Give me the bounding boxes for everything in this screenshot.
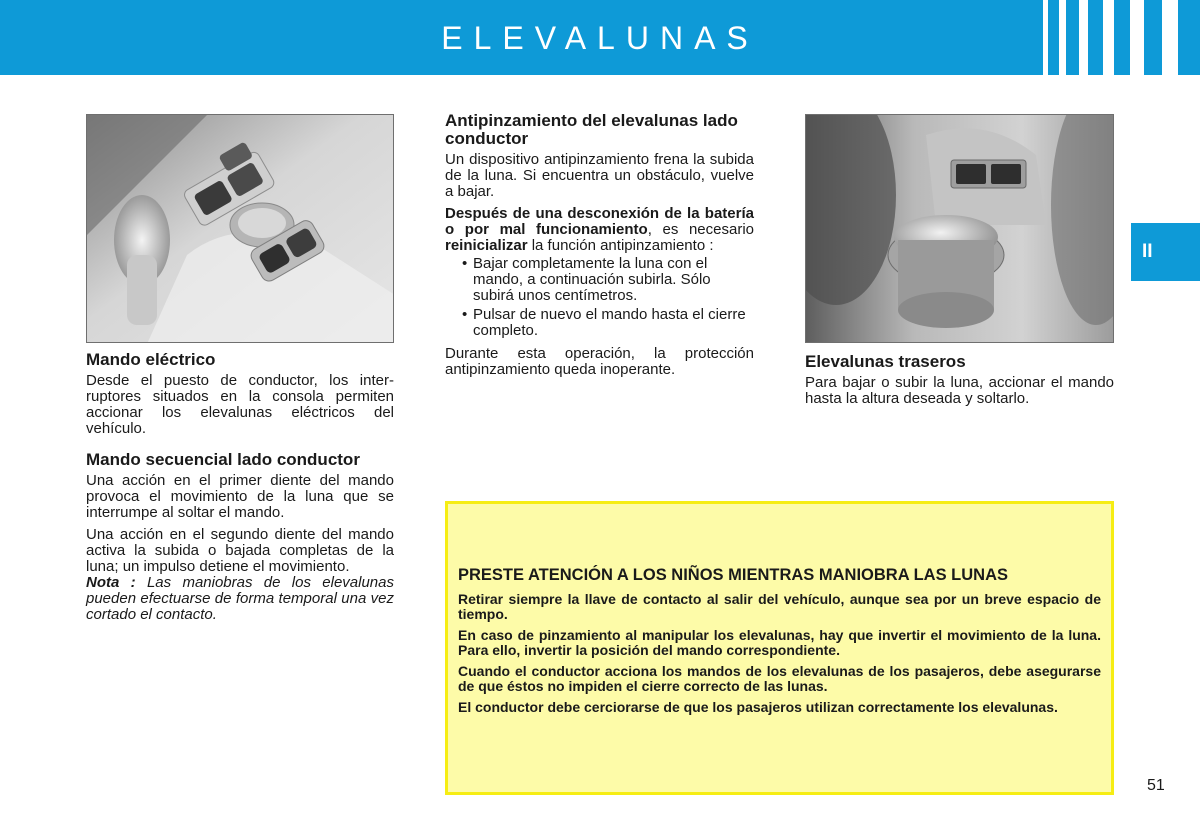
p2-middle-text: , es necesario <box>647 221 754 238</box>
right-column <box>805 114 1114 407</box>
warning-paragraph: En caso de pinzamiento al manipular los elevalunas, hay que invertir el movimiento de la luna. Para ello, invertir la posición del mando correspondiente. <box>458 627 1101 658</box>
antipinzamiento-p1: Un dispositivo antipinzamiento frena la subida de la luna. Si encuentra un obstáculo, vuelve a bajar. <box>445 151 754 200</box>
elevalunas-traseros-paragraph: Para bajar o subir la luna, accionar el mando hasta la altura deseada y soltarlo. <box>805 374 1114 407</box>
antipinzamiento-heading: Antipinzamiento del elevalunas lado conductor <box>445 111 738 148</box>
antipinzamiento-p3: Durante esta operación, la protección antipinzamiento queda inoperante. <box>445 345 754 378</box>
mando-electrico-paragraph: Desde el puesto de conductor, los interruptores situados en la consola permiten accionar los elevalunas eléctricos del vehículo. <box>86 372 394 437</box>
page-title: ELEVALUNAS <box>441 20 759 56</box>
list-item-text: Bajar completamente la luna con el mando, a continuación subirla. Sólo subirá unos centímetros. <box>473 255 711 304</box>
elevalunas-traseros-heading: Elevalunas traseros <box>805 352 966 371</box>
antipinzamiento-p2 <box>445 206 754 254</box>
list-item: • Bajar completamente la luna con el mando, a continuación subirla. Sólo subirá unos centímetros. <box>462 255 711 304</box>
list-item: • Pulsar de nuevo el mando hasta el cierre completo. <box>462 306 746 339</box>
mando-secuencial-heading: Mando secuencial lado conductor <box>86 450 360 469</box>
warning-title: PRESTE ATENCIÓN A LOS NIÑOS MIENTRAS MANIOBRA LAS LUNAS <box>458 566 1009 584</box>
warning-paragraph: El conductor debe cerciorarse de que los pasajeros utilizan correctamente los elevalunas. <box>458 699 1058 715</box>
note-paragraph <box>86 575 394 623</box>
mando-secuencial-p2: Una acción en el segundo diente del mando activa la subida o bajada completas de la luna; un impulso detiene el movimiento. <box>86 526 394 575</box>
warning-box <box>445 501 1114 795</box>
left-column <box>86 114 394 623</box>
p2-bold-text: Después de una desconexión de la batería o por mal funcionamiento <box>445 205 754 238</box>
mando-secuencial-p1: Una acción en el primer diente del mando provoca el movimiento de la luna que se interrumpe al soltar el mando. <box>86 472 394 521</box>
warning-paragraph: Retirar siempre la llave de contacto al salir del vehículo, aunque sea por un breve espacio de tiempo. <box>458 591 1101 622</box>
note-label: Nota : <box>86 574 136 591</box>
middle-column <box>445 112 754 378</box>
front-switches-photo <box>86 114 394 343</box>
page-header <box>0 0 1200 75</box>
chapter-tab: II <box>1131 223 1200 281</box>
page-number: 51 <box>1147 777 1165 794</box>
list-item-text: Pulsar de nuevo el mando hasta el cierre completo. <box>473 306 746 339</box>
mando-electrico-heading: Mando eléctrico <box>86 350 216 369</box>
rear-switches-photo <box>805 114 1114 343</box>
note-text: Las maniobras de los elevalunas pueden efectuarse de forma temporal una vez cortado el contacto. <box>86 574 394 623</box>
warning-paragraph: Cuando el conductor acciona los mandos de los elevalunas de los pasajeros, debe asegurarse de que éstos no impiden el cierre correcto de las lunas. <box>458 663 1101 694</box>
p2-end-text: la función antipinzamiento : <box>527 237 714 254</box>
p2-bold-text-2: reinicializar <box>445 237 528 254</box>
